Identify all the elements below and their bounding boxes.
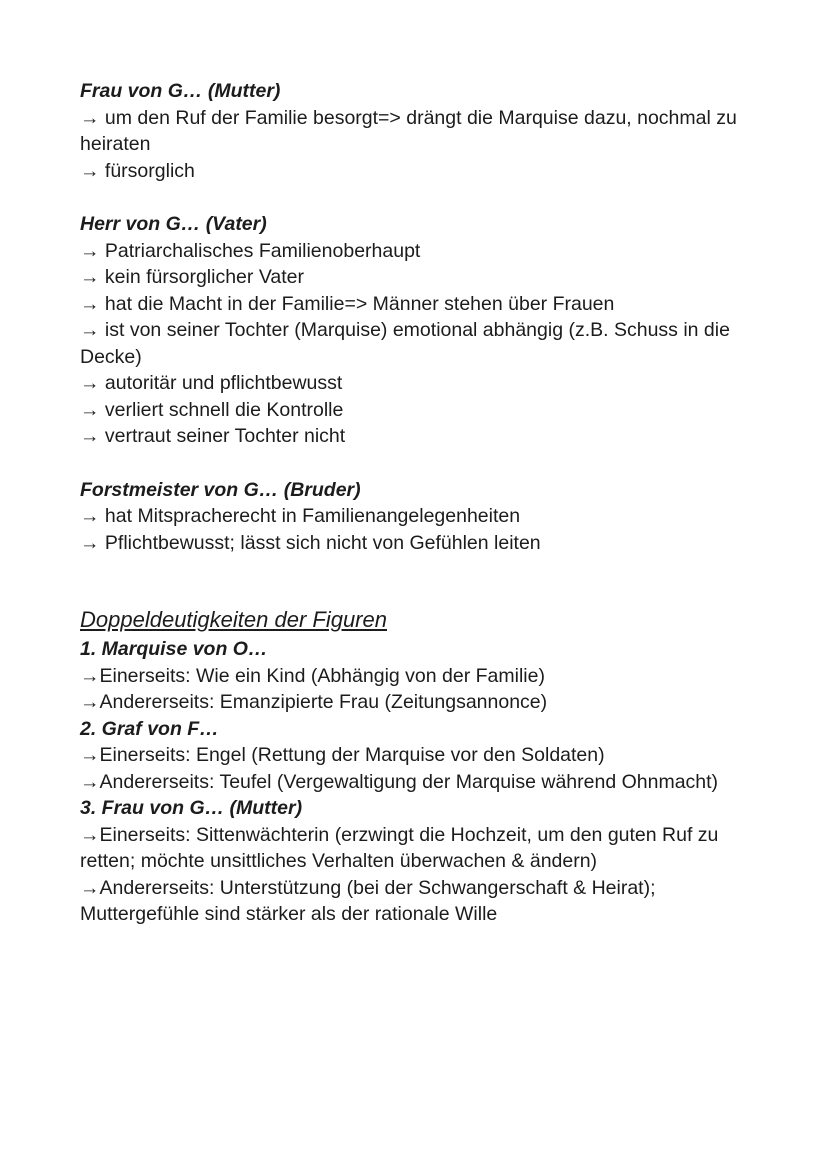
note-line: →Andererseits: Teufel (Vergewaltigung der Marquise während Ohnmacht) <box>80 770 719 793</box>
note-line: → hat Mitspracherecht in Familienangelegenheiten <box>80 505 521 527</box>
character-section-mutter <box>80 78 750 184</box>
note-line: → vertraut seiner Tochter nicht <box>80 425 346 447</box>
note-line: →Einerseits: Sittenwächterin (erzwingt die Hochzeit, um den guten Ruf zu retten; möchte unsittliches Verhalten überwachen & ändern) <box>80 823 719 872</box>
note-line: → um den Ruf der Familie besorgt=> drängt die Marquise dazu, nochmal zu heiraten <box>80 106 737 155</box>
ambiguity-section <box>80 606 750 928</box>
character-section-bruder <box>80 477 750 557</box>
character-section-vater <box>80 211 750 450</box>
note-line: →Einerseits: Engel (Rettung der Marquise vor den Soldaten) <box>80 744 605 766</box>
note-line: →Einerseits: Wie ein Kind (Abhängig von der Familie) <box>80 664 545 687</box>
entry-heading-frau-von-g: 3. Frau von G… (Mutter) <box>80 797 303 819</box>
note-line: →Andererseits: Emanzipierte Frau (Zeitungsannonce) <box>80 691 548 713</box>
note-line: →Andererseits: Unterstützung (bei der Schwangerschaft & Heirat); Muttergefühle sind stärker als der rationale Wille <box>80 876 656 925</box>
section-heading: Forstmeister von G… (Bruder) <box>80 478 361 501</box>
entry-heading-marquise: 1. Marquise von O… <box>80 638 268 660</box>
ambiguity-title: Doppeldeutigkeiten der Figuren <box>80 607 387 632</box>
note-line: → verliert schnell die Kontrolle <box>80 398 344 421</box>
note-line: → Patriarchalisches Familienoberhaupt <box>80 239 421 262</box>
notes-content <box>80 78 750 928</box>
note-line: → fürsorglich <box>80 159 195 182</box>
note-line: → hat die Macht in der Familie=> Männer stehen über Frauen <box>80 292 615 315</box>
note-line: → ist von seiner Tochter (Marquise) emotional abhängig (z.B. Schuss in die Decke) <box>80 319 730 368</box>
note-line: → kein fürsorglicher Vater <box>80 266 304 288</box>
note-line: → autoritär und pflichtbewusst <box>80 372 343 394</box>
entry-heading-graf: 2. Graf von F… <box>80 717 219 740</box>
note-line: → Pflichtbewusst; lässt sich nicht von Gefühlen leiten <box>80 531 541 554</box>
section-heading: Herr von G… (Vater) <box>80 213 267 235</box>
section-heading: Frau von G… (Mutter) <box>80 80 281 102</box>
